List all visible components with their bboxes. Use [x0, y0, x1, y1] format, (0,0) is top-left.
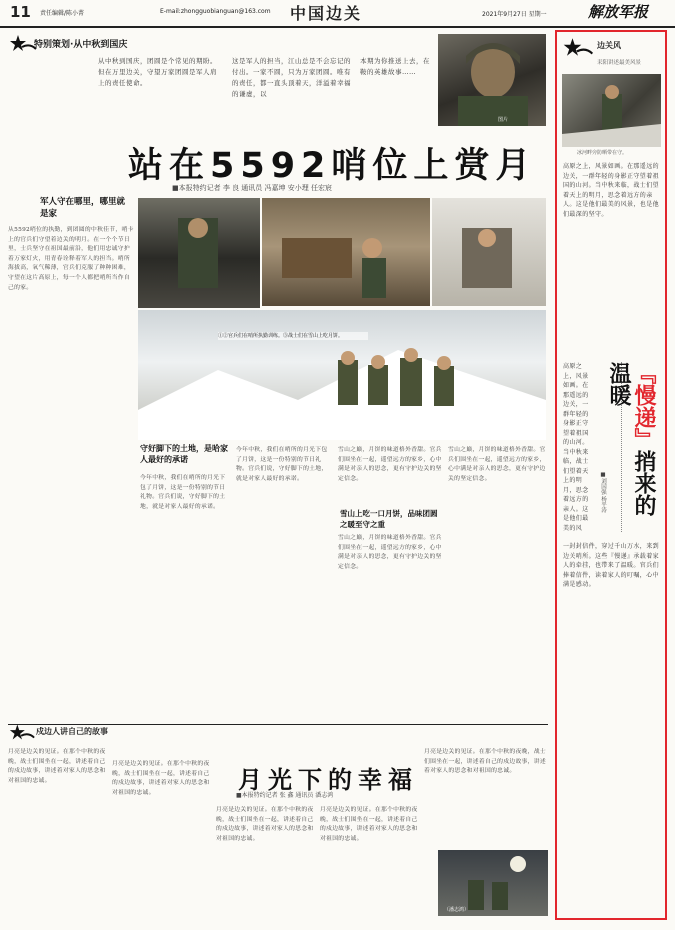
right-column — [555, 30, 667, 920]
soldier-caption: 图片 — [498, 117, 509, 123]
masthead — [0, 0, 675, 28]
photo-2 — [262, 198, 430, 306]
bottom-photo — [438, 850, 548, 916]
section-3-text-top: 雪山之巅，月饼的味道格外香甜。官兵们围坐在一起，遥望远方的家乡，心中满是对亲人的思念，更有守护边关的坚定信念。 — [338, 447, 442, 482]
section-2-text: 今年中秋，我们在哨所的月光下包了月饼，这是一份特别的节日礼物。官兵们说，守好脚下的土地，就是对家人最好的承诺。 — [140, 475, 226, 510]
right-header — [561, 36, 661, 58]
section-2-text-cont: 今年中秋，我们在哨所的月光下包了月饼，这是一份特别的节日礼物。官兵们说，守好脚下的土地，就是对家人最好的承诺。 — [236, 447, 328, 482]
intro-text-left: 从中秋到国庆，团圆是个常见的期盼。但在万里边关，守望万家团圆是军人肩上的责任使命。 — [98, 57, 217, 87]
right-body-side: 高原之上，风景如画。在那遥远的边关，一群年轻的身影正守望着祖国的山河。当中秋来临，战士们望着天上的明月，思念着远方的亲人。这是他们最美的风 — [563, 363, 589, 532]
photo-4 — [138, 310, 546, 440]
bottom-banner — [8, 722, 188, 742]
bottom-col-4: 月亮是边关的见证。在那个中秋的夜晚，战士们围坐在一起，讲述着自己的戍边故事，讲述着对家人的思念和对祖国的忠诚。 — [320, 807, 418, 842]
editor: 责任编辑/陈小菁 — [40, 10, 85, 17]
right-vertical-title — [606, 362, 662, 532]
bottom-col-5: 月亮是边关的见证。在那个中秋的夜晚，战士们围坐在一起，讲述着自己的戍边故事，讲述着对家人的思念和对祖国的忠诚。 — [424, 749, 546, 775]
bottom-signature: （潘志鸿） — [444, 907, 470, 913]
main-headline: 站在5592哨位上赏月 — [128, 146, 537, 186]
photo-3 — [432, 198, 546, 306]
vtitle-a: 『慢递』 — [631, 362, 657, 450]
section-1-title: 军人守在哪里，哪里就是家 — [40, 197, 126, 219]
right-photo-caption: 冰河畔旁防晒带在守。 — [577, 150, 628, 156]
photo-caption: ①②官兵们在哨所执勤训练。③战士们在雪山上吃月饼。 — [218, 332, 368, 340]
intro-text-right: 本期为你推送上去，在鞍的英雄故事…… — [360, 57, 430, 76]
star-icon — [561, 36, 595, 58]
section-3-text-cont: 雪山之巅，月饼的味道格外香甜。官兵们围坐在一起，遥望远方的家乡，心中满是对亲人的思念，更有守护边关的坚定信念。 — [448, 447, 546, 482]
section-2-title: 守好脚下的土地，是哈家人最好的承诺 — [140, 444, 228, 464]
intro-text-mid: 这是军人的担当，江山总是不会忘记的付出。一家不圆，只为万家团圆。唯有的责任，都一直头顶着天，洋溢着幸福的谦虚，以 — [232, 57, 351, 98]
bottom-col-1: 月亮是边关的见证。在那个中秋的夜晚，战士们围坐在一起，讲述着自己的戍边故事，讲述着对家人的思念和对祖国的忠诚。 — [8, 749, 106, 784]
moon-byline: ■本报特约记者 张 鑫 通讯员 潘志鸿 — [236, 792, 334, 799]
email: E-mail:zhongguobianguan@163.com — [160, 8, 271, 15]
right-body-2: 一封封信件，穿过千山万水，来到边关哨所。这些『慢递』承载着家人的牵挂，也带来了温暖。官兵们捧着信件，读着家人的叮嘱，心中满是感动。 — [563, 543, 660, 588]
section-title: 中国边关 — [290, 4, 363, 23]
right-photo — [562, 74, 661, 147]
section-3-text: 雪山之巅，月饼的味道格外香甜。官兵们围坐在一起，遥望远方的家乡，心中满是对亲人的思念，更有守护边关的坚定信念。 — [338, 535, 442, 570]
special-banner — [8, 33, 188, 53]
main-byline: ■本报特约记者 李 良 通讯员 冯嘉坤 安小理 任宏宸 — [172, 184, 332, 192]
photo-1 — [138, 198, 260, 308]
vtitle-b: 捎来的温暖 — [606, 362, 657, 516]
right-subtitle: 耒阳讲述最美风景 — [597, 60, 642, 66]
page-number: 11 — [10, 3, 31, 21]
date: 2021年9月27日 星期一 — [482, 11, 547, 18]
section-1-text: 从5592哨位的执勤，到团圆的中秋佳节，哨卡上的官兵们守望着边关的明月。在一个个节日里，士兵坚守在祖国最前沿，他们用忠诚守护着万家灯火，用青春诠释着军人的担当。哨所海拔高，氧气稀薄，官兵们克服了种种困难，守望在这片高原上，每一个人都把哨所当作自己的家。 — [8, 227, 134, 291]
newspaper-logo: 解放军报 — [588, 3, 649, 21]
moon-headline: 月光下的幸福 — [238, 765, 418, 794]
soldier-photo — [438, 34, 546, 126]
special-title: 特别策划·从中秋到国庆 — [34, 40, 128, 50]
right-body-1: 高原之上，风景如画。在那遥远的边关，一群年轻的身影正守望着祖国的山河。当中秋来临，战士们望着天上的明月，思念着远方的亲人。这是他们最美的风景，也是他们最深的坚守。 — [563, 163, 660, 218]
bottom-col-2: 月亮是边关的见证。在那个中秋的夜晚，战士们围坐在一起，讲述着自己的戍边故事，讲述着对家人的思念和对祖国的忠诚。 — [112, 761, 210, 796]
right-author: ■刘国强 杨平涛 — [600, 472, 606, 513]
star-icon — [8, 722, 36, 742]
bottom-banner-title: 戍边人讲自己的故事 — [36, 727, 108, 736]
section-3-title: 雪山上吃一口月饼，品味团圆之暖至守之重 — [340, 509, 438, 529]
right-section-title: 边关风 — [597, 41, 621, 50]
bottom-col-3: 月亮是边关的见证。在那个中秋的夜晚，战士们围坐在一起，讲述着自己的戍边故事，讲述着对家人的思念和对祖国的忠诚。 — [216, 807, 314, 842]
